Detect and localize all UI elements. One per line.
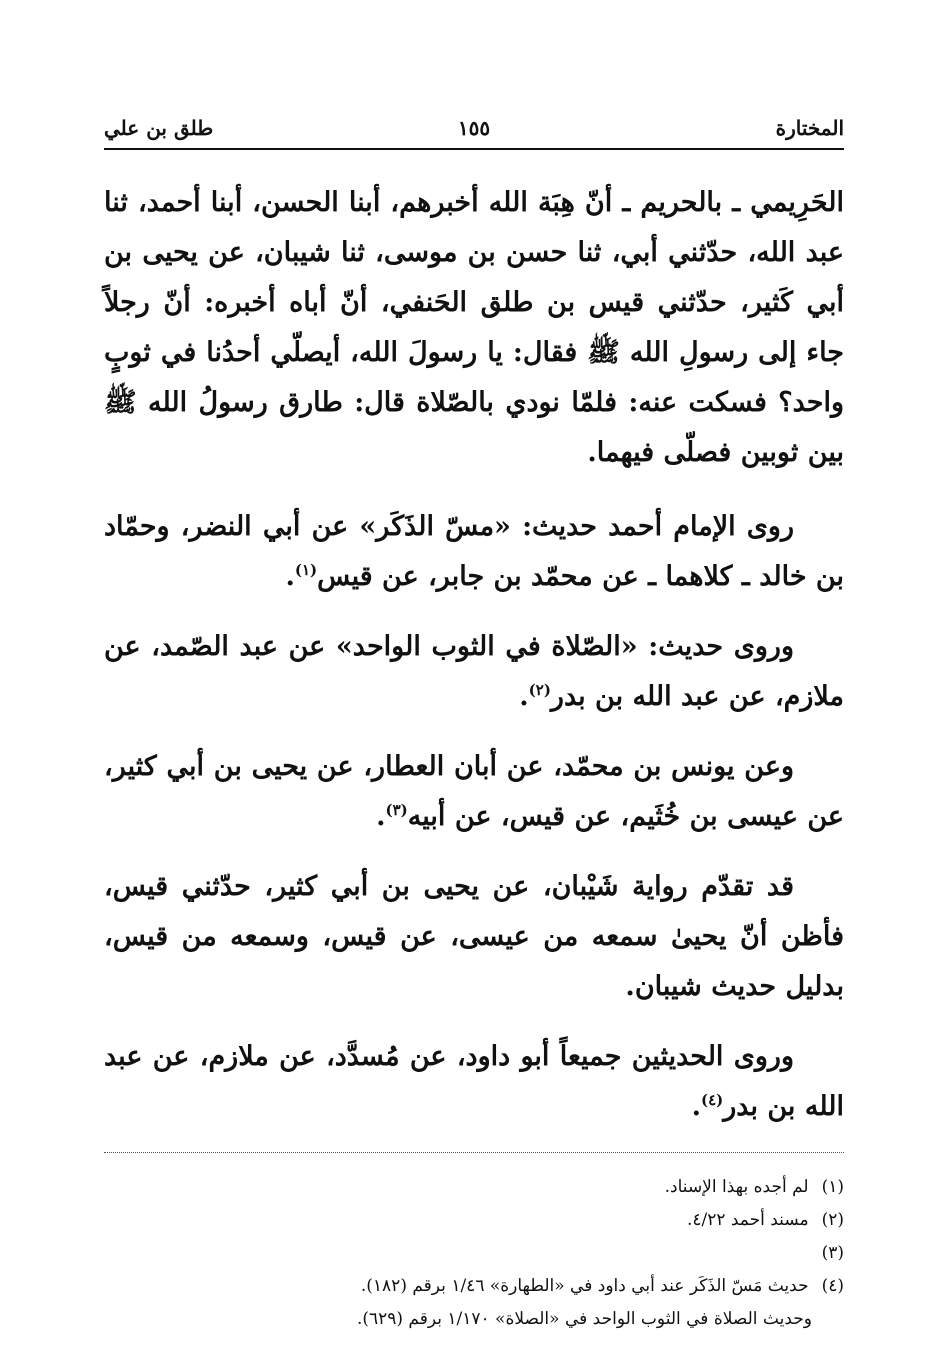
footnote-mark[interactable]: (٤) — [700, 1091, 724, 1109]
commentary-text: وعن يونس بن محمّد، عن أبان العطار، عن يحيى بن أبي كثير، عن عيسى بن خُثَيم، عن قيس، عن أبيه — [104, 751, 844, 832]
commentary-text: روى الإمام أحمد حديث: «مسّ الذَكَر» عن أبي النضر، وحمّاد بن خالد ـ كلاهما ـ عن محمّد بن جابر، عن قيس — [104, 511, 844, 592]
footnote-mark[interactable]: (٣) — [385, 801, 408, 819]
commentary-text: وروى الحديثين جميعاً أبو داود، عن مُسدَّد، عن ملازم، عن عبد الله بن بدر — [104, 1041, 844, 1122]
commentary-paragraph — [104, 862, 844, 1012]
footnote-text: حديث مَسّ الذَكَر عند أبي داود في «الطهارة» ١/٤٦ برقم (١٨٢). — [360, 1276, 809, 1296]
commentary-paragraph: روى الإمام أحمد حديث: «مسّ الذَكَر» عن أبي النضر، وحمّاد بن خالد ـ كلاهما ـ عن محمّد بن جابر، عن قيس$^{(١)}$. — [104, 511, 844, 592]
footnotes — [104, 1171, 844, 1336]
footnote — [104, 1237, 844, 1270]
footnote — [104, 1171, 844, 1204]
hadith-text: الحَرِيمي ـ بالحريم ـ أنّ هِبَة الله أخبرهم، أبنا الحسن، أبنا أحمد، ثنا عبد الله، حدّثني أبي، ثنا حسن بن موسى، ثنا شيبان، عن يحيى بن أبي كَثير، حدّثني قيس بن طلق الحَنفي، أنّ أباه أخبره: أنّ رجلاً جاء إلى رسولِ الله ﷺ فقال: يا رسولَ الله، أيصلّي أحدُنا في ثوبٍ واحد؟ فسكت عنه: فلمّا نودي بالصّلاة قال: طارق رسولُ الله ﷺ بين ثوبين فصلّى فيهما. — [104, 187, 844, 468]
book-title: المختارة — [775, 116, 844, 140]
commentary-paragraph: وروى حديث: «الصّلاة في الثوب الواحد» عن عبد الصّمد، عن ملازم، عن عبد الله بن بدر$^{(٢)}$. — [104, 631, 844, 712]
footnote-number: (٢) — [821, 1210, 844, 1230]
footnote-separator — [104, 1152, 844, 1153]
footnote-text: مسند أحمد ٤/٢٢. — [686, 1210, 809, 1230]
commentary-paragraph: وعن يونس بن محمّد، عن أبان العطار، عن يحيى بن أبي كثير، عن عيسى بن خُثَيم، عن قيس، عن أبيه$^{(٣)}$. — [104, 751, 844, 832]
page-number: ١٥٥ — [457, 116, 491, 140]
running-header — [104, 108, 844, 150]
footnote-number: (١) — [821, 1177, 844, 1197]
commentary-text: وروى حديث: «الصّلاة في الثوب الواحد» عن عبد الصّمد، عن ملازم، عن عبد الله بن بدر — [104, 631, 844, 712]
footnote — [104, 1204, 844, 1237]
footnote-text: لم أجده بهذا الإسناد. — [664, 1177, 809, 1197]
footnote-continuation: وحديث الصلاة في الثوب الواحد في «الصلاة» ١/١٧٠ برقم (٦٢٩). — [356, 1309, 812, 1329]
footnote-number: (٤) — [821, 1276, 844, 1296]
footnote-mark[interactable]: (٢) — [528, 681, 551, 699]
main-text — [104, 178, 844, 1132]
commentary-paragraph: وروى الحديثين جميعاً أبو داود، عن مُسدَّد، عن ملازم، عن عبد الله بن بدر$^{(٤)}$. — [104, 1041, 844, 1122]
book-page — [104, 108, 844, 1336]
footnote-mark[interactable]: (١) — [294, 561, 318, 579]
footnote-number: (٣) — [821, 1243, 844, 1263]
footnote — [104, 1270, 844, 1303]
chapter-title: طلق بن علي — [104, 116, 214, 140]
hadith-paragraph — [104, 178, 844, 478]
commentary-text: قد تقدّم رواية شَيْبان، عن يحيى بن أبي كثير، حدّثني قيس، فأظن أنّ يحيىٰ سمعه من عيسى، عن قيس، وسمعه من قيس، بدليل حديث شيبان. — [104, 871, 844, 1002]
